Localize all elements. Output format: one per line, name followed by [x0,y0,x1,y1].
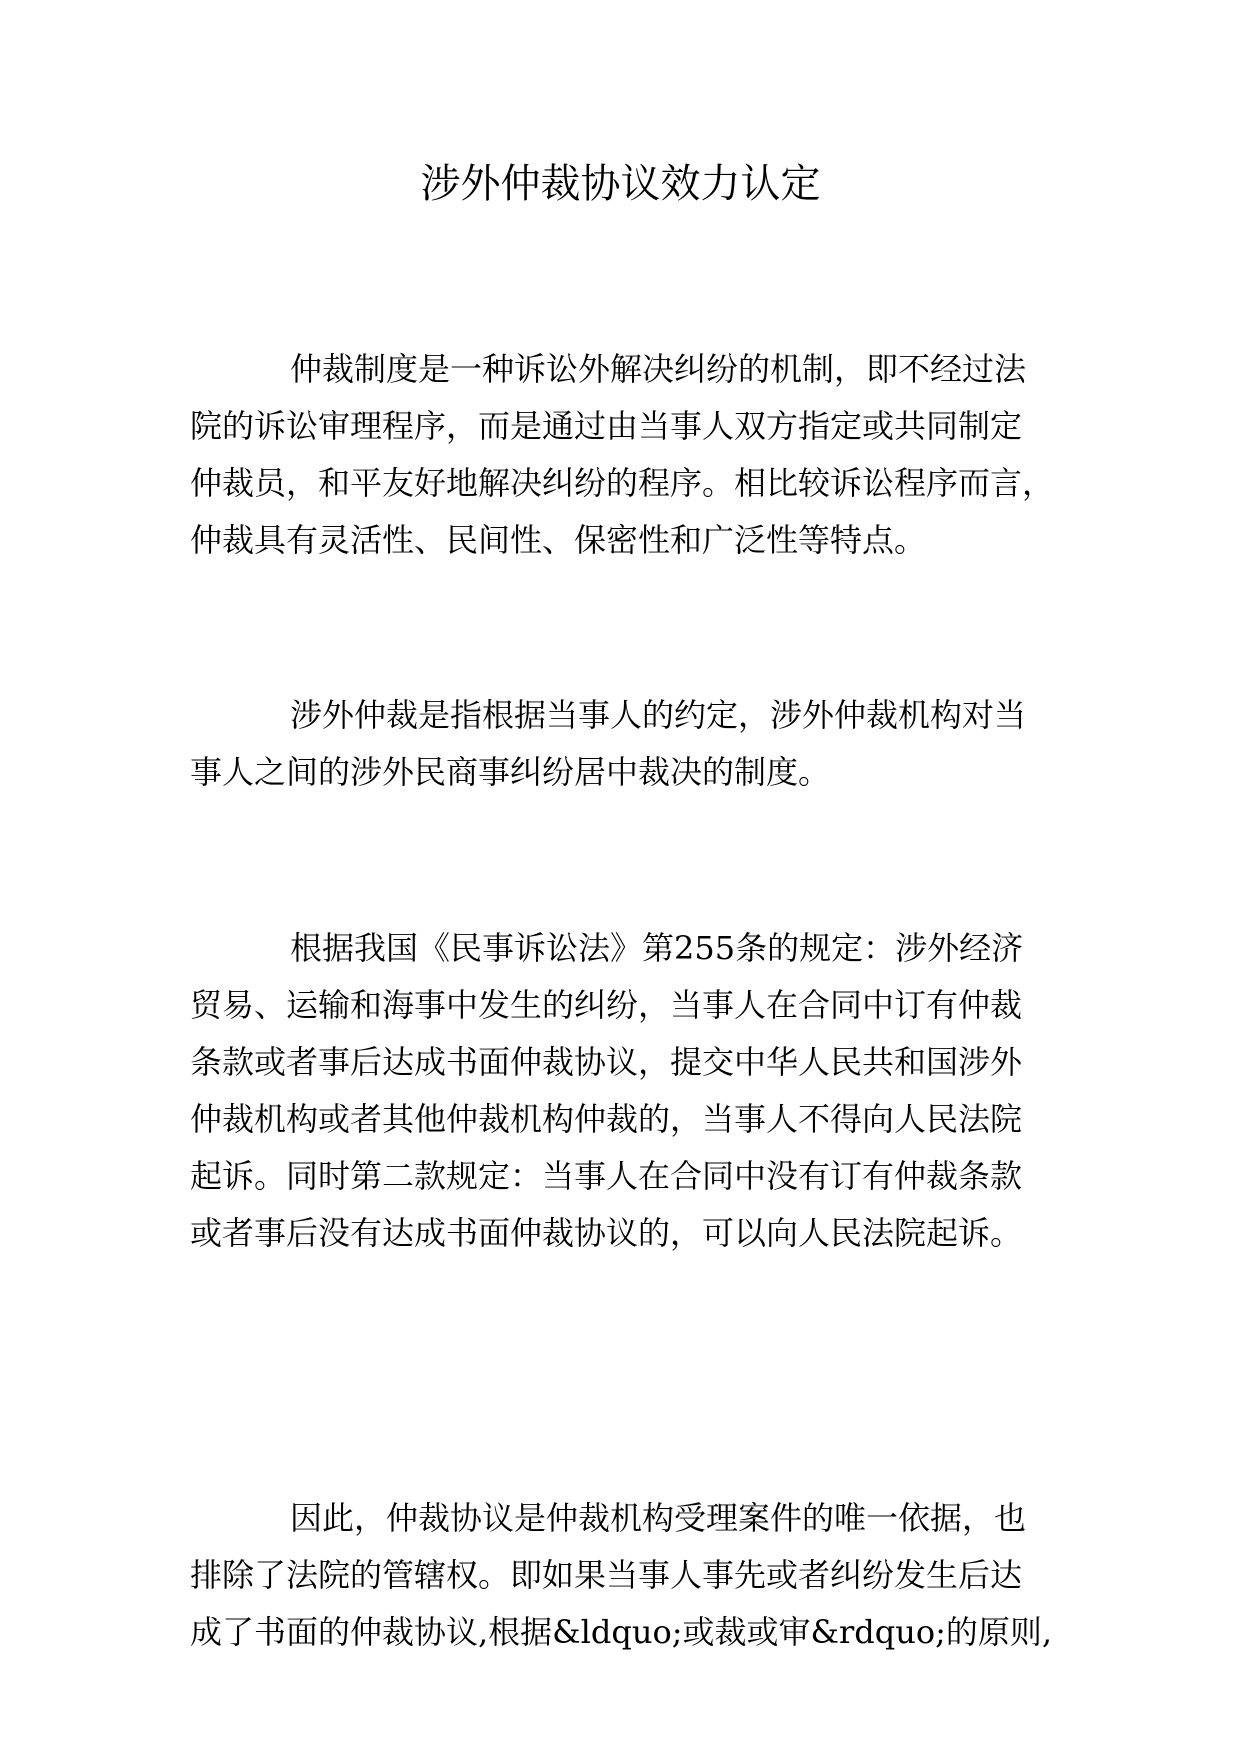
paragraph-line: 根据我国《民事诉讼法》第255条的规定：涉外经济 [290,929,1024,967]
document-title: 涉外仲裁协议效力认定 [420,161,821,207]
paragraph-line: 或者事后没有达成书面仲裁协议的，可以向人民法院起诉。 [190,1214,1023,1252]
paragraph-foreign-arbitration [190,687,1050,801]
paragraph-line: 仲裁制度是一种诉讼外解决纠纷的机制，即不经过法 [290,350,1027,388]
paragraph-line: 仲裁具有灵活性、民间性、保密性和广泛性等特点。 [190,521,927,559]
paragraph-line: 排除了法院的管辖权。即如果当事人事先或者纠纷发生后达 [190,1556,1023,1594]
paragraph-civil-procedure-law [190,920,1050,1262]
paragraph-line: 涉外仲裁是指根据当事人的约定，涉外仲裁机构对当 [290,696,1027,734]
paragraph-line: 贸易、运输和海事中发生的纠纷，当事人在合同中订有仲裁 [190,986,1023,1024]
paragraph-line: 成了书面的仲裁协议,根据&ldquo;或裁或审&rdquo;的原则, [190,1613,1053,1651]
paragraph-arbitration-agreement [190,1490,1053,1661]
paragraph-arbitration-system [190,341,1055,569]
paragraph-line: 起诉。同时第二款规定：当事人在合同中没有订有仲裁条款 [190,1157,1023,1195]
paragraph-line: 仲裁员，和平友好地解决纠纷的程序。相比较诉讼程序而言， [190,464,1055,502]
paragraph-line: 因此，仲裁协议是仲裁机构受理案件的唯一依据，也 [290,1499,1027,1537]
paragraph-line: 院的诉讼审理程序，而是通过由当事人双方指定或共同制定 [190,407,1023,445]
paragraph-line: 仲裁机构或者其他仲裁机构仲裁的，当事人不得向人民法院 [190,1100,1023,1138]
paragraph-line: 事人之间的涉外民商事纠纷居中裁决的制度。 [190,753,831,791]
paragraph-line: 条款或者事后达成书面仲裁协议，提交中华人民共和国涉外 [190,1043,1023,1081]
